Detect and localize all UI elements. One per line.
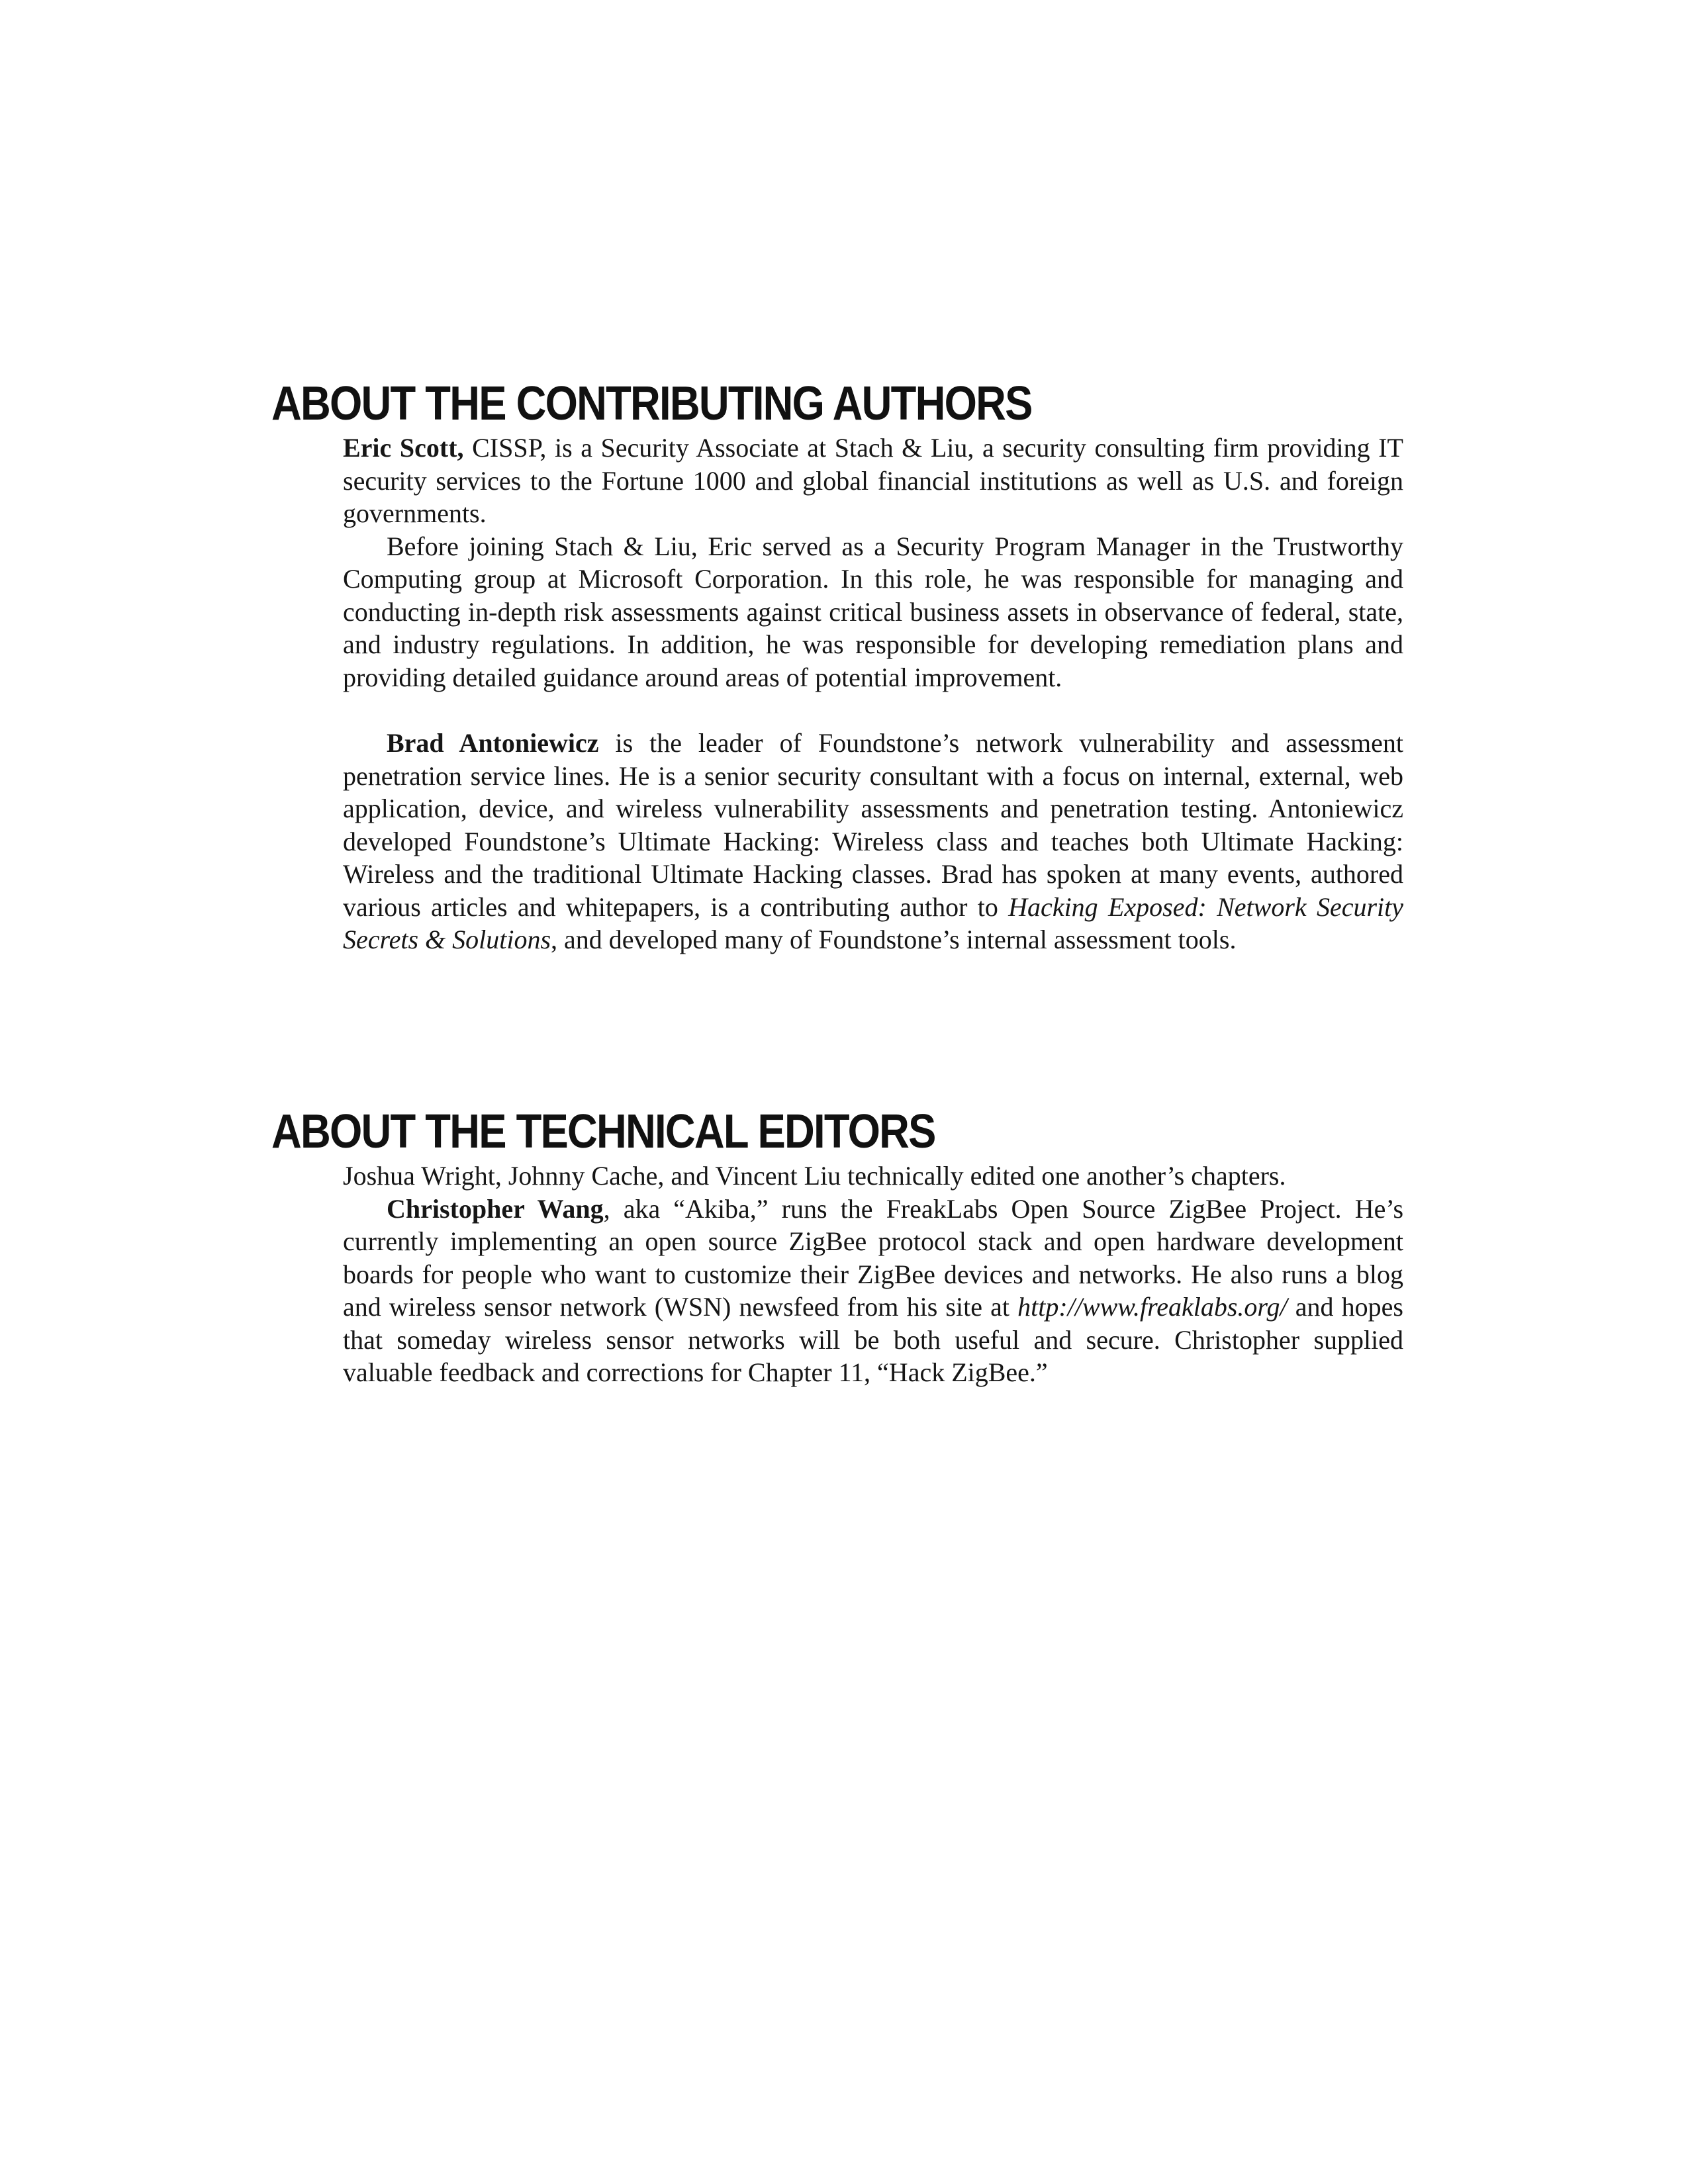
christopher-wang-text-end: and hopes that someday wireless sensor networks will be both useful and secure. Christopher supplied valuable feedback and corrections for Chapter 11, “Hack ZigBee.” [343, 1292, 1403, 1387]
eric-scott-intro-text: CISSP, is a Security Associate at Stach & Liu, a security consulting firm providing IT security services to the Fortune 1000 and global financial institutions as well as U.S. and foreign governments. [343, 433, 1403, 528]
brad-antoniewicz-text-end: , and developed many of Foundstone’s internal assessment tools. [551, 925, 1237, 954]
technical-editors-body [343, 1160, 1403, 1389]
author-name-brad-antoniewicz: Brad Antoniewicz [387, 728, 599, 758]
brad-antoniewicz-paragraph [343, 727, 1403, 956]
contributing-authors-section [271, 376, 1403, 956]
eric-scott-intro-paragraph [343, 432, 1403, 530]
freaklabs-url: http://www.freaklabs.org/ [1017, 1292, 1288, 1322]
contributing-authors-body [343, 432, 1403, 956]
brad-antoniewicz-text: is the leader of Foundstone’s network vulnerability and assessment penetration service lines. He is a senior security consultant with a focus on internal, external, web application, device, and wireless vulnerability assessments and penetration testing. Antoniewicz developed Foundstone’s Ultimate Hacking: Wireless class and teaches both Ultimate Hacking: Wireless and the traditional Ultimate Hacking classes. Brad has spoken at many events, authored various articles and whitepapers, is a contributing author to [343, 728, 1404, 922]
editor-name-christopher-wang: Christopher Wang [387, 1193, 604, 1224]
christopher-wang-text: , aka “Akiba,” runs the FreakLabs Open Source ZigBee Project. He’s currently implementing an open source ZigBee protocol stack and open hardware development boards for people who want to customize their ZigBee devices and networks. He also runs a blog and wireless sensor network (WSN) newsfeed from his site at [343, 1193, 1404, 1322]
technical-editors-section [271, 1104, 1403, 1389]
contributing-authors-heading: ABOUT THE CONTRIBUTING AUTHORS [271, 377, 1032, 430]
eric-scott-background-paragraph: Before joining Stach & Liu, Eric served as a Security Program Manager in the Trustworthy Computing group at Microsoft Corporation. In this role, he was responsible for managing and conducting in-depth risk assessments against critical business assets in observance of federal, state, and industry regulations. In addition, he was responsible for developing remediation plans and providing detailed guidance around areas of potential improvement. [343, 531, 1403, 692]
technical-editors-heading: ABOUT THE TECHNICAL EDITORS [271, 1105, 935, 1158]
author-name-eric-scott: Eric Scott, [343, 433, 464, 463]
christopher-wang-paragraph [343, 1193, 1403, 1389]
book-title: Hacking Exposed: Network Security Secrets & Solutions [343, 891, 1403, 954]
technical-editors-intro-paragraph: Joshua Wright, Johnny Cache, and Vincent Liu technically edited one another’s chapters. [343, 1161, 1286, 1191]
